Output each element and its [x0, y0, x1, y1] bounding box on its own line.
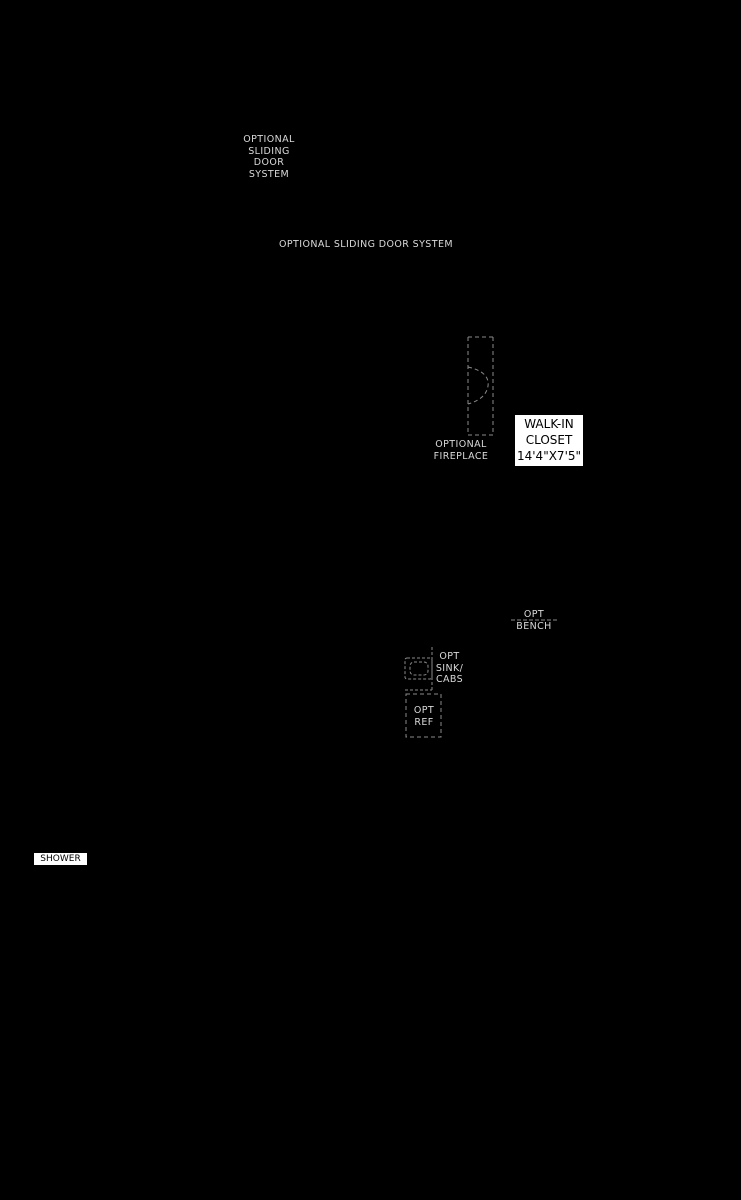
fireplace-label-line-1: OPTIONAL [435, 439, 487, 450]
bench-label-line-1: OPT [523, 609, 545, 620]
fireplace-outline [468, 337, 493, 435]
sliding-door-label-line-1: OPTIONAL [243, 134, 295, 145]
sink-outline [405, 647, 432, 690]
sliding-door-label-lower: OPTIONAL SLIDING DOOR SYSTEM [279, 239, 453, 250]
sink-label [431, 651, 468, 686]
fireplace-label [426, 439, 496, 462]
fridge-label-line-1: OPT [413, 705, 435, 716]
sliding-door-label-line-2: SLIDING [248, 145, 290, 157]
sink-label-line-3: CABS [435, 674, 464, 685]
fridge-label [408, 705, 440, 728]
walk-in-closet-dimensions: 14'4"X7'5" [516, 449, 582, 463]
sink-label-line-2: SINK/ [435, 662, 464, 674]
sink-label-line-1: OPT [439, 651, 460, 662]
fireplace-label-line-2: FIREPLACE [433, 450, 489, 462]
sliding-door-label-upper [238, 134, 300, 180]
sliding-door-label-line-4: SYSTEM [248, 168, 290, 180]
sliding-door-label-line-3: DOOR [253, 157, 285, 168]
walk-in-closet-name-line-1: WALK-IN [524, 417, 574, 431]
bench-label [508, 609, 560, 632]
walk-in-closet-tag [515, 415, 583, 466]
shower-tag: SHOWER [34, 853, 87, 865]
bench-label-line-2: BENCH [516, 620, 552, 632]
walk-in-closet-name-line-2: CLOSET [525, 433, 573, 447]
fridge-label-line-2: REF [414, 716, 434, 728]
